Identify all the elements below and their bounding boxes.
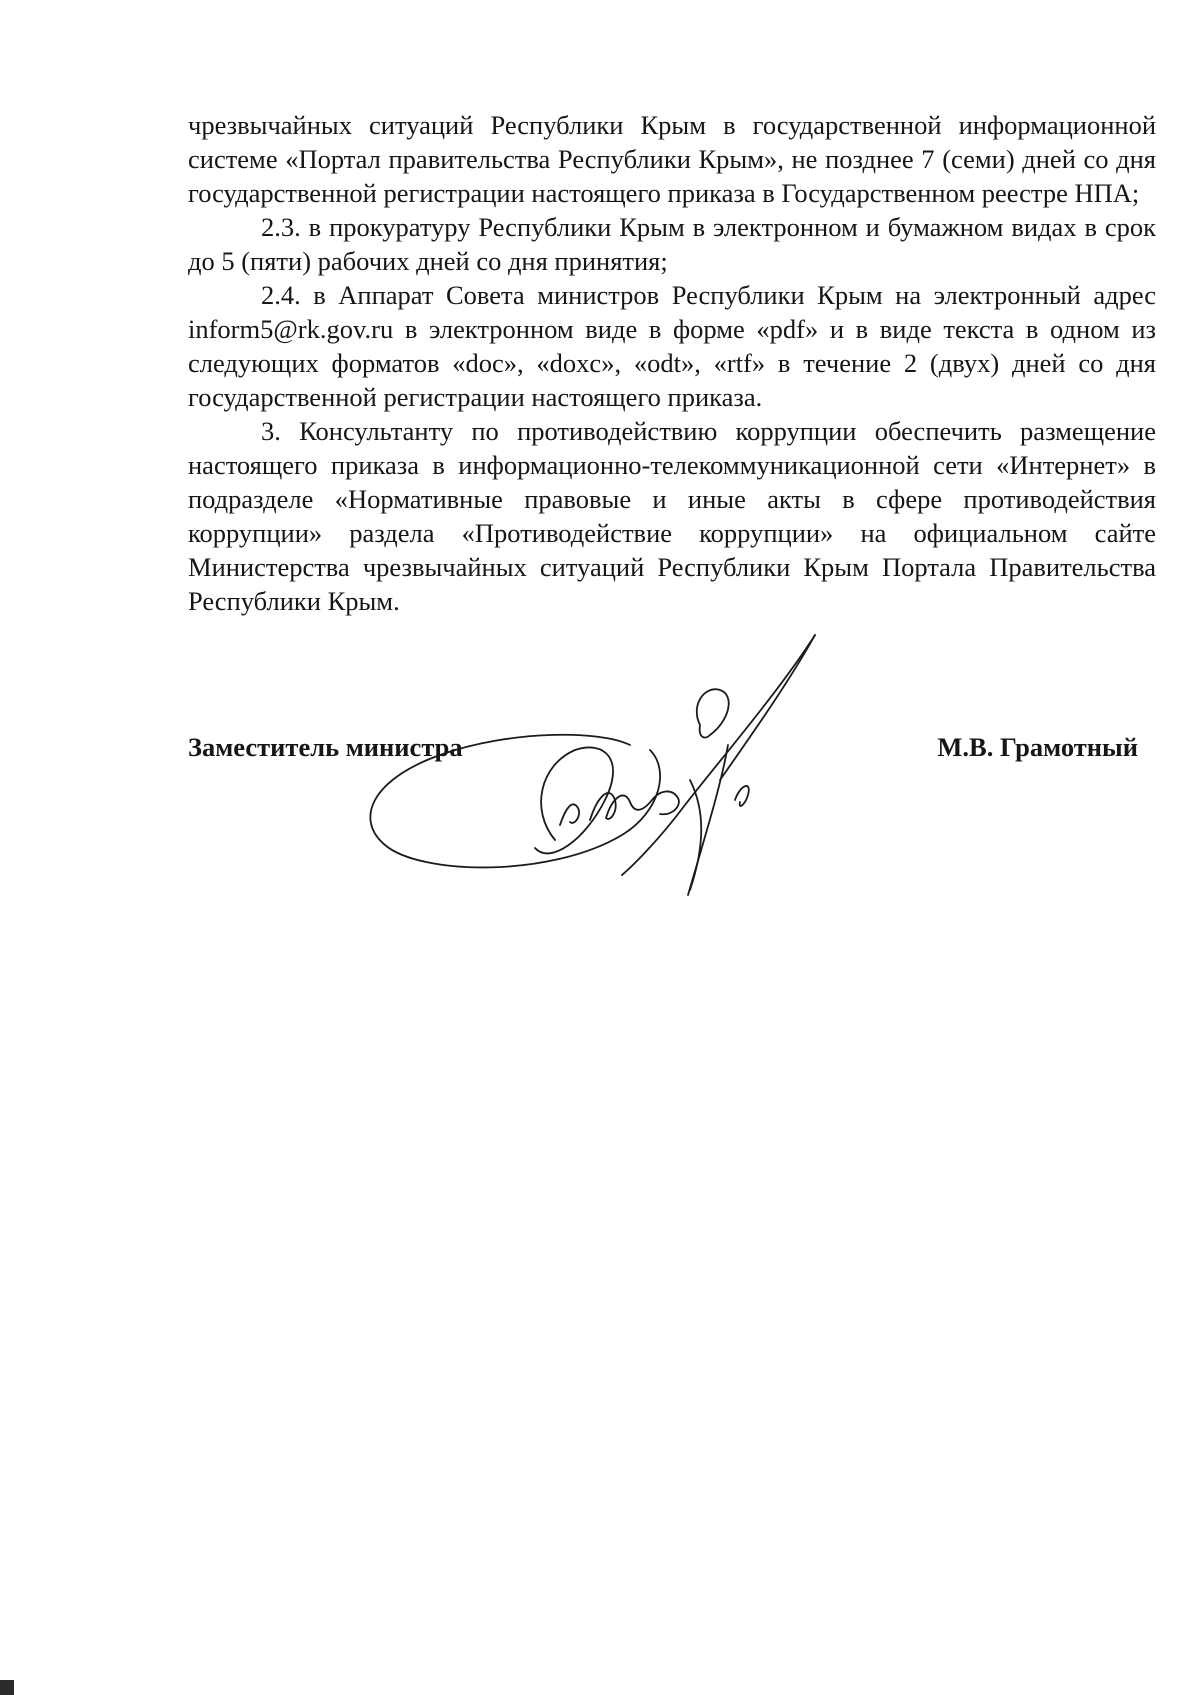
handwritten-signature (360, 630, 830, 920)
scan-edge-mark (0, 1680, 14, 1695)
paragraph-item-2-3: 2.3. в прокуратуру Республики Крым в электронном и бумажном видах в срок до 5 (пяти) рабочих дней со дня принятия; (188, 212, 1156, 276)
paragraph-item-2-4: 2.4. в Аппарат Совета министров Республики Крым на электронный адрес inform5@rk.gov.ru в электронном виде в форме «pdf» и в виде текста в одном из следующих форматов «doc», «doxc», «odt», «rtf» в течение 2 (двух) дней со дня государственной регистрации настоящего приказа. (188, 280, 1156, 412)
paragraph-continuation: чрезвычайных ситуаций Республики Крым в государственной информационной системе «Портал правительства Республики Крым», не позднее 7 (семи) дней со дня государственной регистрации настоящего приказа в Государственном реестре НПА; (188, 110, 1156, 208)
signatory-position: Заместитель министра (188, 732, 463, 762)
document-body (188, 108, 1156, 618)
signature-block (188, 732, 1138, 772)
signatory-name: М.В. Грамотный (937, 732, 1138, 762)
paragraph-item-3: 3. Консультанту по противодействию коррупции обеспечить размещение настоящего приказа в информационно-телекоммуникационной сети «Интернет» в подразделе «Нормативные правовые и иные акты в сфере противодействия коррупции» раздела «Противодействие коррупции» на официальном сайте Министерства чрезвычайных ситуаций Республики Крым Портала Правительства Республики Крым. (188, 416, 1156, 616)
